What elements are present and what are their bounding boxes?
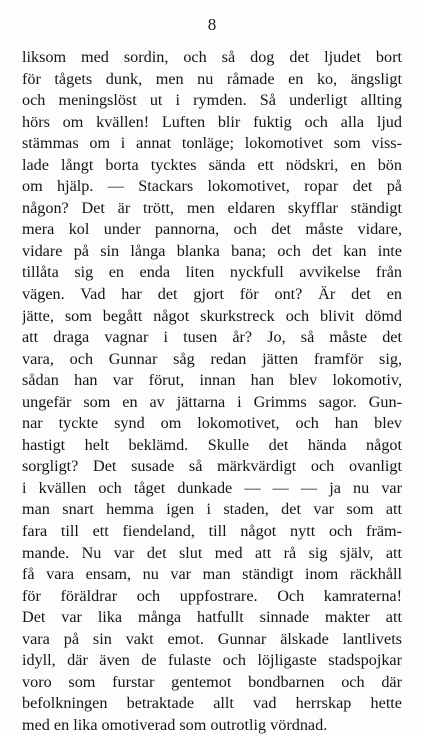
text-line: för föräldrar och uppfostrare. Och kamraterna! <box>22 586 402 605</box>
text-line: tillåta sig en enda liten nyckfull avvikelse från <box>22 263 402 282</box>
text-line: vara på sin vakt emot. Gunnar älskade lantlivets <box>22 629 402 648</box>
text-line: hastigt helt beklämd. Skulle det hända något <box>22 435 402 454</box>
text-line: sådan han var förut, innan han blev lokomotiv, <box>22 371 402 390</box>
text-line: mande. Nu var det slut med att rå sig själv, att <box>22 543 402 562</box>
text-line: att draga vagnar i tusen år? Jo, så måste det <box>22 328 402 347</box>
text-line: mera kol under pannorna, och det måste vidare, <box>22 220 402 239</box>
text-line: stämmas om i annat tonläge; lokomotivet som viss- <box>22 134 402 153</box>
text-line: sorgligt? Det susade så märkvärdigt och ovanligt <box>22 457 402 476</box>
text-line: fara till ett fiendeland, till något nytt och främ- <box>22 522 402 541</box>
text-line: vägen. Vad har det gjort för ont? Är det en <box>22 285 402 304</box>
text-line: för tågets dunk, men nu råmade en ko, ängsligt <box>22 69 402 88</box>
page-number: 8 <box>207 15 217 34</box>
text-line: vidare på sin långa blanka bana; och det kan inte <box>22 241 402 260</box>
text-line: idyll, där även de fulaste och löjligaste stadspojkar <box>22 651 402 670</box>
text-line: nar tyckte synd om lokomotivet, och han blev <box>22 414 402 433</box>
text-line: och meningslöst ut i rymden. Så underligt allting <box>22 91 402 110</box>
text-line: med en lika omotiverad som outrotlig vördnad. <box>22 715 328 734</box>
text-line: ungefär som en av jättarna i Grimms sagor. Gun- <box>22 392 402 411</box>
text-line: befolkningen betraktade allt vad herrskap hette <box>22 694 402 713</box>
text-line: någon? Det är trött, men eldaren skyfflar ständigt <box>22 198 402 217</box>
text-line: i kvällen och tåget dunkade — — — ja nu var <box>22 478 402 497</box>
text-line: lade långt borta tycktes sända ett nödskri, en bön <box>22 155 402 174</box>
body-text <box>22 47 402 737</box>
text-line: vara, och Gunnar såg redan jätten framför sig, <box>22 349 402 368</box>
text-line: hörs om kvällen! Luften blir fuktig och alla ljud <box>22 112 402 131</box>
text-line: voro som furstar gentemot bondbarnen och där <box>22 672 402 691</box>
text-line: jätte, som begått något skurkstreck och blivit dömd <box>22 306 402 325</box>
text-line: liksom med sordin, och så dog det ljudet bort <box>22 48 402 66</box>
text-line: Det var lika många hatfullt sinnade makter att <box>22 608 402 627</box>
text-line: få vara ensam, nu var man ständigt inom räckhåll <box>22 565 402 584</box>
text-line: om hjälp. — Stackars lokomotivet, ropar det på <box>22 177 402 196</box>
text-line: man snart hemma igen i staden, det var som att <box>22 500 402 519</box>
